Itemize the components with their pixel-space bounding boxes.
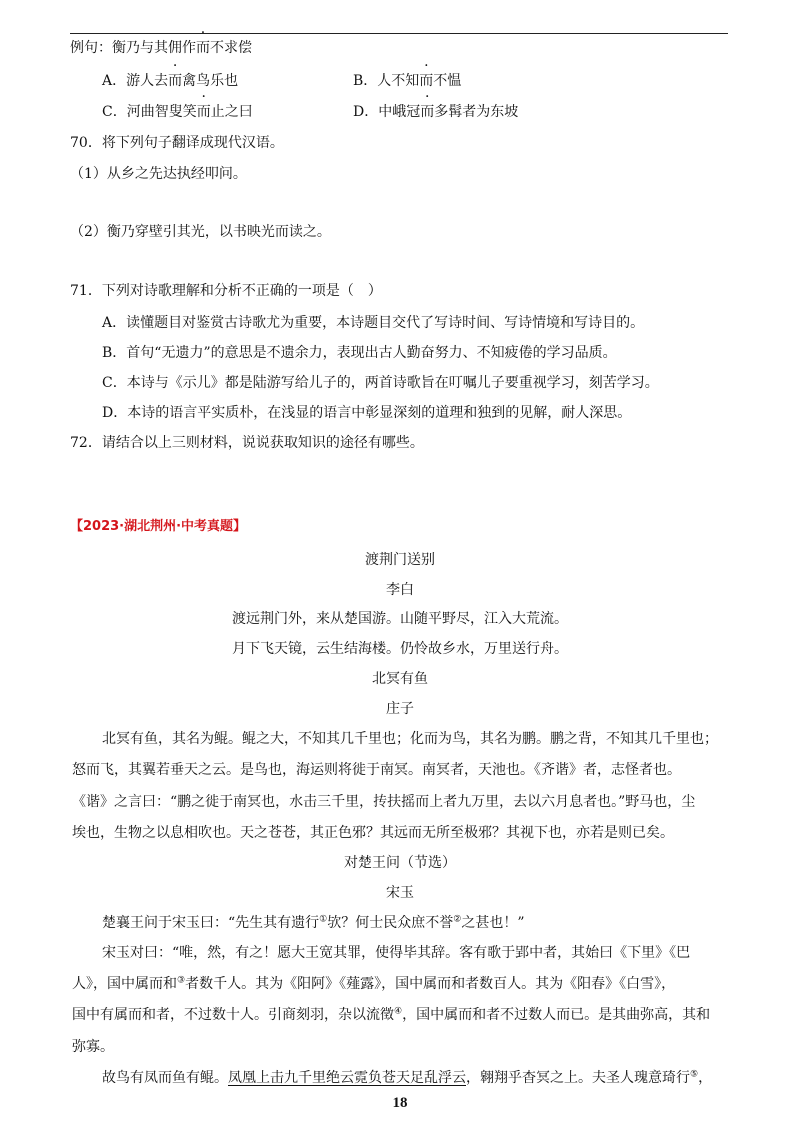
q69-option-c: C．河曲智叟笑而止之曰 bbox=[102, 104, 253, 120]
text3-para-3: 故鸟有凤而鱼有鲲。凤凰上击九千里绝云霓负苍天足乱浮云，翱翔乎杳冥之上。夫圣人瑰意琦行⑤， bbox=[102, 1069, 713, 1086]
q70-sentence-1: （1）从乡之先达执经叩问。 bbox=[70, 166, 247, 182]
page-number: 18 bbox=[392, 1095, 408, 1111]
text2-para-line-1: 北冥有鱼，其名为鲲。鲲之大，不知其几千里也；化而为鸟，其名为鹏。鹏之背，不知其几千里也； bbox=[102, 731, 718, 747]
text3-para-1: 楚襄王问于宋玉曰：“先生其有遗行①欤？何士民众庶不誉②之甚也！” bbox=[102, 914, 525, 931]
text3-para-2-line-3: 国中有属而和者，不过数十人。引商刻羽，杂以流徵④，国中属而和者不过数人而已。是其曲弥高，其和 bbox=[72, 1006, 711, 1023]
text2-para-line-3: 《谐》之言曰：“鹏之徙于南冥也，水击三千里，抟扶摇而上者九万里，去以六月息者也。”野马也，尘 bbox=[72, 794, 696, 810]
q71-option-a: A．读懂题目对鉴赏古诗歌尤为重要，本诗题目交代了写诗时间、写诗情境和写诗目的。 bbox=[102, 315, 645, 331]
q70-title: 70．将下列句子翻译成现代汉语。 bbox=[70, 135, 284, 151]
poem-line-1: 渡远荆门外，来从楚国游。山随平野尽，江入大荒流。 bbox=[232, 611, 568, 627]
q71-option-c: C．本诗与《示儿》都是陆游写给儿子的，两首诗歌旨在叮嘱儿子要重视学习，刻苦学习。 bbox=[102, 375, 659, 391]
q70-sentence-2: （2）衡乃穿壁引其光，以书映光而读之。 bbox=[70, 224, 331, 240]
text3-para-2-line-1: 宋玉对曰：“唯，然，有之！愿大王宽其罪，使得毕其辞。客有歌于郢中者，其始曰《下里》《巴 bbox=[102, 945, 691, 961]
section-tag: 【2023·湖北荆州·中考真题】 bbox=[70, 519, 247, 534]
underlined-sentence: 凤凰上击九千里绝云霓负苍天足乱浮云 bbox=[228, 1070, 466, 1086]
q69-example: 例句：衡乃与其佣作而不求偿 bbox=[70, 40, 252, 56]
q69-option-a: A．游人去而禽鸟乐也 bbox=[102, 73, 239, 89]
q69-option-d: D．中峨冠而多髯者为东坡 bbox=[353, 104, 519, 120]
q71-option-b: B．首句“无遗力”的意思是不遗余力，表现出古人勤奋努力、不知疲倦的学习品质。 bbox=[102, 345, 617, 361]
text3-para-2-line-2: 人》，国中属而和③者数千人。其为《阳阿》《薤露》，国中属而和者数百人。其为《阳春》《白雪》， bbox=[72, 975, 676, 992]
poem-author: 李白 bbox=[386, 582, 414, 598]
q71-title: 71．下列对诗歌理解和分析不正确的一项是（ ） bbox=[70, 283, 382, 299]
poem-line-2: 月下飞天镜，云生结海楼。仍怜故乡水，万里送行舟。 bbox=[232, 641, 568, 657]
text3-author: 宋玉 bbox=[386, 885, 414, 901]
q72-title: 72．请结合以上三则材料，说说获取知识的途径有哪些。 bbox=[70, 435, 424, 451]
text3-para-2-line-4: 弥寡。 bbox=[72, 1039, 114, 1055]
q69-option-b: B．人不知而不愠 bbox=[353, 73, 462, 89]
q71-option-d: D．本诗的语言平实质朴，在浅显的语言中彰显深刻的道理和独到的见解，耐人深思。 bbox=[102, 405, 632, 421]
text2-para-line-2: 怒而飞，其翼若垂天之云。是鸟也，海运则将徙于南冥。南冥者，天池也。《齐谐》者，志怪者也。 bbox=[72, 762, 681, 778]
header-rule bbox=[70, 33, 728, 34]
text2-author: 庄子 bbox=[386, 701, 414, 717]
text3-title: 对楚王问（节选） bbox=[344, 855, 456, 871]
text2-title: 北冥有鱼 bbox=[372, 671, 428, 687]
poem-title: 渡荆门送别 bbox=[365, 552, 435, 568]
text2-para-line-4: 埃也，生物之以息相吹也。天之苍苍，其正色邪？其远而无所至极邪？其视下也，亦若是则已矣。 bbox=[72, 825, 674, 841]
